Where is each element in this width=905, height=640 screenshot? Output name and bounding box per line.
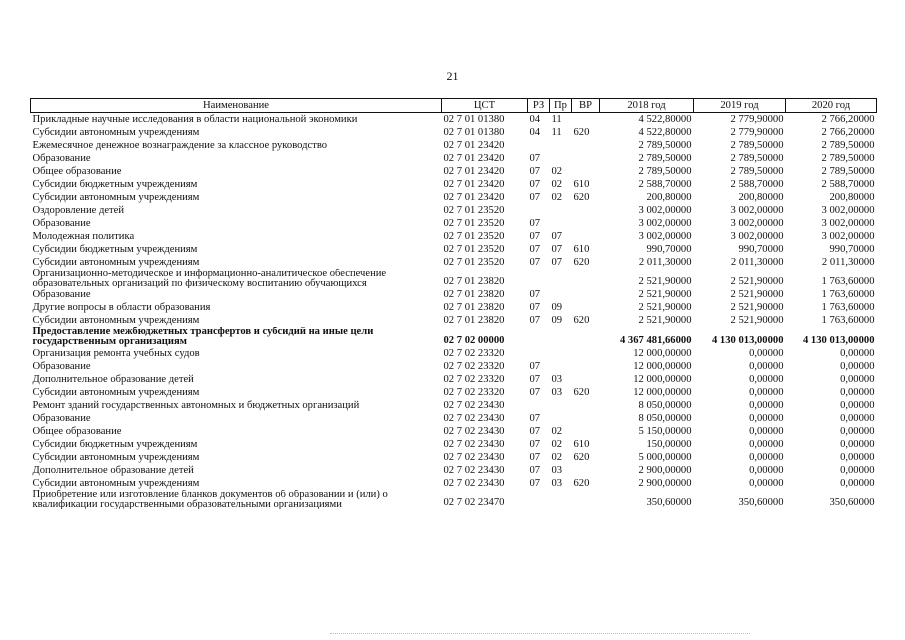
cell-pr: 07 bbox=[551, 257, 563, 268]
cell-vr bbox=[572, 399, 600, 412]
cell-pr bbox=[550, 204, 572, 217]
cell-name: Субсидии автономным учреждениям bbox=[32, 257, 200, 268]
cell-vr: 620 bbox=[573, 257, 590, 268]
cell-y2020: 1 763,60000 bbox=[821, 315, 875, 326]
cell-rz bbox=[528, 269, 550, 288]
cell-rz: 07 bbox=[529, 179, 541, 190]
cell-rz: 07 bbox=[529, 426, 541, 437]
cell-cst: 02 7 01 23820 bbox=[443, 289, 505, 300]
cell-vr bbox=[572, 490, 600, 509]
cell-cst: 02 7 02 23320 bbox=[443, 361, 505, 372]
cell-name: Организационно-методическое и информационно-аналитическое обеспечение образовательных организаций по физическому воспитанию обучающихся bbox=[32, 269, 387, 288]
table-row bbox=[31, 490, 877, 509]
cell-rz bbox=[528, 399, 550, 412]
table-row bbox=[31, 230, 877, 243]
cell-name: Оздоровление детей bbox=[32, 205, 125, 216]
header-name: Наименование bbox=[31, 99, 442, 113]
cell-rz: 07 bbox=[529, 192, 541, 203]
cell-rz: 07 bbox=[529, 465, 541, 476]
cell-rz: 07 bbox=[529, 218, 541, 229]
cell-vr bbox=[572, 113, 600, 127]
cell-y2018: 12 000,00000 bbox=[633, 374, 692, 385]
cell-y2018: 2 521,90000 bbox=[638, 289, 692, 300]
cell-vr bbox=[572, 425, 600, 438]
cell-cst: 02 7 02 23430 bbox=[443, 413, 505, 424]
cell-name: Субсидии автономным учреждениям bbox=[32, 452, 200, 463]
table-row bbox=[31, 217, 877, 230]
cell-cst: 02 7 02 23320 bbox=[443, 348, 505, 359]
cell-vr bbox=[572, 373, 600, 386]
cell-name: Ежемесячное денежное вознаграждение за классное руководство bbox=[32, 140, 328, 151]
cell-cst: 02 7 01 23520 bbox=[443, 257, 505, 268]
cell-vr: 610 bbox=[573, 439, 590, 450]
cell-y2018: 2 789,50000 bbox=[638, 166, 692, 177]
cell-vr bbox=[572, 347, 600, 360]
cell-rz bbox=[528, 327, 550, 347]
cell-name: Субсидии автономным учреждениям bbox=[32, 127, 200, 138]
cell-cst: 02 7 01 23420 bbox=[443, 179, 505, 190]
table-row bbox=[31, 256, 877, 269]
cell-rz: 07 bbox=[529, 244, 541, 255]
budget-table bbox=[30, 98, 877, 509]
cell-rz: 07 bbox=[529, 257, 541, 268]
cell-name: Прикладные научные исследования в области национальной экономики bbox=[32, 114, 358, 125]
cell-name: Субсидии бюджетным учреждениям bbox=[32, 244, 198, 255]
cell-rz bbox=[528, 490, 550, 509]
cell-cst: 02 7 01 01380 bbox=[443, 127, 505, 138]
cell-y2019: 0,00000 bbox=[749, 478, 784, 489]
table-row bbox=[31, 126, 877, 139]
cell-y2018: 5 150,00000 bbox=[638, 426, 692, 437]
cell-y2018: 2 789,50000 bbox=[638, 140, 692, 151]
cell-y2019: 0,00000 bbox=[749, 400, 784, 411]
cell-y2020: 990,70000 bbox=[829, 244, 875, 255]
cell-y2020: 0,00000 bbox=[840, 426, 875, 437]
table-row bbox=[31, 360, 877, 373]
cell-pr bbox=[550, 217, 572, 230]
cell-rz: 07 bbox=[529, 302, 541, 313]
page-number: 21 bbox=[446, 69, 459, 83]
cell-y2018: 12 000,00000 bbox=[633, 387, 692, 398]
cell-y2019: 2 789,50000 bbox=[730, 140, 784, 151]
cell-y2020: 4 130 013,00000 bbox=[802, 335, 875, 346]
cell-vr: 610 bbox=[573, 244, 590, 255]
table-row bbox=[31, 178, 877, 191]
cell-name: Субсидии автономным учреждениям bbox=[32, 315, 200, 326]
cell-name: Образование bbox=[32, 413, 91, 424]
cell-name: Субсидии автономным учреждениям bbox=[32, 192, 200, 203]
cell-y2019: 0,00000 bbox=[749, 465, 784, 476]
cell-pr bbox=[550, 288, 572, 301]
table-row bbox=[31, 425, 877, 438]
cell-y2020: 0,00000 bbox=[840, 465, 875, 476]
cell-y2018: 2 900,00000 bbox=[638, 478, 692, 489]
cell-name: Образование bbox=[32, 218, 91, 229]
cell-y2019: 2 789,50000 bbox=[730, 166, 784, 177]
cell-rz: 07 bbox=[529, 289, 541, 300]
cell-y2019: 2 521,90000 bbox=[730, 289, 784, 300]
cell-y2018: 2 521,90000 bbox=[638, 315, 692, 326]
cell-name: Образование bbox=[32, 289, 91, 300]
cell-vr: 620 bbox=[573, 387, 590, 398]
cell-y2020: 2 766,20000 bbox=[821, 114, 875, 125]
cell-vr bbox=[572, 288, 600, 301]
cell-y2020: 0,00000 bbox=[840, 478, 875, 489]
cell-y2020: 1 763,60000 bbox=[821, 289, 875, 300]
cell-y2019: 2 521,90000 bbox=[730, 315, 784, 326]
cell-pr bbox=[550, 152, 572, 165]
cell-y2019: 0,00000 bbox=[749, 387, 784, 398]
cell-y2018: 3 002,00000 bbox=[638, 218, 692, 229]
cell-y2018: 8 050,00000 bbox=[638, 413, 692, 424]
header-2019: 2019 год bbox=[694, 99, 786, 113]
cell-y2019: 3 002,00000 bbox=[730, 205, 784, 216]
cell-y2020: 350,60000 bbox=[829, 497, 875, 508]
cell-vr: 620 bbox=[573, 127, 590, 138]
cell-name: Субсидии автономным учреждениям bbox=[32, 478, 200, 489]
header-2018: 2018 год bbox=[600, 99, 694, 113]
cell-y2018: 5 000,00000 bbox=[638, 452, 692, 463]
cell-y2020: 0,00000 bbox=[840, 361, 875, 372]
table-row bbox=[31, 327, 877, 347]
cell-y2018: 12 000,00000 bbox=[633, 348, 692, 359]
header-vr: ВР bbox=[572, 99, 600, 113]
cell-y2020: 3 002,00000 bbox=[821, 205, 875, 216]
cell-y2019: 990,70000 bbox=[738, 244, 784, 255]
cell-name: Другие вопросы в области образования bbox=[32, 302, 211, 313]
cell-vr: 620 bbox=[573, 478, 590, 489]
cell-pr bbox=[550, 399, 572, 412]
cell-rz: 07 bbox=[529, 374, 541, 385]
cell-y2020: 0,00000 bbox=[840, 439, 875, 450]
cell-pr bbox=[550, 347, 572, 360]
cell-y2018: 200,80000 bbox=[646, 192, 692, 203]
cell-y2019: 200,80000 bbox=[738, 192, 784, 203]
cell-cst: 02 7 01 23820 bbox=[443, 315, 505, 326]
cell-y2018: 8 050,00000 bbox=[638, 400, 692, 411]
header-rz: РЗ bbox=[528, 99, 550, 113]
cell-pr: 03 bbox=[551, 387, 563, 398]
cell-cst: 02 7 01 23420 bbox=[443, 166, 505, 177]
cell-rz: 07 bbox=[529, 387, 541, 398]
cell-name: Образование bbox=[32, 361, 91, 372]
cell-name: Субсидии бюджетным учреждениям bbox=[32, 179, 198, 190]
cell-y2020: 200,80000 bbox=[829, 192, 875, 203]
table-row bbox=[31, 373, 877, 386]
cell-pr bbox=[550, 360, 572, 373]
cell-y2020: 0,00000 bbox=[840, 413, 875, 424]
cell-y2018: 4 522,80000 bbox=[638, 127, 692, 138]
cell-vr: 610 bbox=[573, 179, 590, 190]
cell-y2020: 0,00000 bbox=[840, 374, 875, 385]
cell-name: Субсидии автономным учреждениям bbox=[32, 387, 200, 398]
cell-rz: 07 bbox=[529, 315, 541, 326]
cell-vr bbox=[572, 327, 600, 347]
cell-cst: 02 7 01 23820 bbox=[443, 276, 505, 287]
table-row bbox=[31, 113, 877, 127]
table-header-row bbox=[31, 99, 877, 113]
cell-y2020: 3 002,00000 bbox=[821, 231, 875, 242]
scan-artifact bbox=[330, 633, 750, 636]
table-row bbox=[31, 269, 877, 288]
table-row bbox=[31, 412, 877, 425]
cell-rz: 07 bbox=[529, 413, 541, 424]
cell-y2018: 2 521,90000 bbox=[638, 276, 692, 287]
cell-vr bbox=[572, 217, 600, 230]
table-row bbox=[31, 165, 877, 178]
cell-pr: 03 bbox=[551, 374, 563, 385]
cell-cst: 02 7 01 23520 bbox=[443, 218, 505, 229]
cell-vr bbox=[572, 139, 600, 152]
cell-pr bbox=[550, 269, 572, 288]
cell-y2020: 2 789,50000 bbox=[821, 153, 875, 164]
cell-name: Предоставление межбюджетных трансфертов и субсидий на иные цели государственным организациям bbox=[32, 327, 374, 347]
cell-vr bbox=[572, 204, 600, 217]
cell-y2019: 2 588,70000 bbox=[730, 179, 784, 190]
cell-y2019: 2 521,90000 bbox=[730, 302, 784, 313]
cell-cst: 02 7 02 23430 bbox=[443, 439, 505, 450]
cell-name: Приобретение или изготовление бланков документов об образовании и (или) о квалификации государственными образовательными организациями bbox=[32, 490, 388, 509]
header-2020: 2020 год bbox=[786, 99, 877, 113]
cell-rz bbox=[528, 347, 550, 360]
cell-rz: 07 bbox=[529, 478, 541, 489]
table-row bbox=[31, 347, 877, 360]
cell-cst: 02 7 02 23320 bbox=[443, 374, 505, 385]
table-row bbox=[31, 243, 877, 256]
cell-y2020: 0,00000 bbox=[840, 387, 875, 398]
cell-y2019: 2 789,50000 bbox=[730, 153, 784, 164]
cell-pr: 09 bbox=[551, 302, 563, 313]
cell-cst: 02 7 02 23430 bbox=[443, 400, 505, 411]
cell-name: Дополнительное образование детей bbox=[32, 465, 194, 476]
cell-y2019: 4 130 013,00000 bbox=[711, 335, 784, 346]
cell-y2019: 2 011,30000 bbox=[730, 257, 784, 268]
cell-pr: 07 bbox=[551, 231, 563, 242]
cell-y2020: 1 763,60000 bbox=[821, 302, 875, 313]
cell-cst: 02 7 01 01380 bbox=[443, 114, 505, 125]
cell-y2019: 0,00000 bbox=[749, 361, 784, 372]
cell-y2020: 0,00000 bbox=[840, 452, 875, 463]
cell-cst: 02 7 01 23420 bbox=[443, 140, 505, 151]
table-row bbox=[31, 314, 877, 327]
cell-y2018: 4 367 481,66000 bbox=[619, 335, 692, 346]
cell-cst: 02 7 02 23430 bbox=[443, 478, 505, 489]
cell-cst: 02 7 01 23420 bbox=[443, 192, 505, 203]
cell-rz: 07 bbox=[529, 166, 541, 177]
table-row bbox=[31, 139, 877, 152]
cell-name: Дополнительное образование детей bbox=[32, 374, 194, 385]
cell-cst: 02 7 02 23320 bbox=[443, 387, 505, 398]
cell-y2018: 990,70000 bbox=[646, 244, 692, 255]
cell-name: Общее образование bbox=[32, 166, 122, 177]
cell-y2019: 0,00000 bbox=[749, 426, 784, 437]
table-row bbox=[31, 204, 877, 217]
table-body bbox=[31, 113, 877, 510]
table-row bbox=[31, 386, 877, 399]
cell-cst: 02 7 01 23520 bbox=[443, 205, 505, 216]
cell-rz: 07 bbox=[529, 452, 541, 463]
cell-y2020: 3 002,00000 bbox=[821, 218, 875, 229]
cell-vr bbox=[572, 464, 600, 477]
cell-y2018: 3 002,00000 bbox=[638, 231, 692, 242]
cell-y2020: 0,00000 bbox=[840, 400, 875, 411]
cell-y2019: 3 002,00000 bbox=[730, 218, 784, 229]
cell-pr bbox=[550, 412, 572, 425]
cell-vr bbox=[572, 269, 600, 288]
cell-cst: 02 7 01 23520 bbox=[443, 231, 505, 242]
cell-y2020: 2 011,30000 bbox=[821, 257, 875, 268]
cell-cst: 02 7 01 23420 bbox=[443, 153, 505, 164]
cell-y2018: 2 588,70000 bbox=[638, 179, 692, 190]
cell-cst: 02 7 02 23430 bbox=[443, 426, 505, 437]
cell-rz: 07 bbox=[529, 153, 541, 164]
cell-pr: 02 bbox=[551, 452, 563, 463]
cell-y2019: 2 779,90000 bbox=[730, 127, 784, 138]
header-cst: ЦСТ bbox=[442, 99, 528, 113]
table-row bbox=[31, 451, 877, 464]
cell-y2019: 350,60000 bbox=[738, 497, 784, 508]
cell-rz: 07 bbox=[529, 439, 541, 450]
cell-vr bbox=[572, 301, 600, 314]
cell-y2019: 0,00000 bbox=[749, 439, 784, 450]
cell-cst: 02 7 01 23520 bbox=[443, 244, 505, 255]
cell-name: Субсидии бюджетным учреждениям bbox=[32, 439, 198, 450]
cell-vr: 620 bbox=[573, 315, 590, 326]
cell-y2018: 350,60000 bbox=[646, 497, 692, 508]
cell-y2019: 2 521,90000 bbox=[730, 276, 784, 287]
cell-name: Организация ремонта учебных судов bbox=[32, 348, 200, 359]
cell-pr: 11 bbox=[551, 127, 562, 138]
cell-name: Ремонт зданий государственных автономных и бюджетных организаций bbox=[32, 400, 360, 411]
cell-y2018: 2 789,50000 bbox=[638, 153, 692, 164]
cell-y2020: 2 789,50000 bbox=[821, 140, 875, 151]
table-row bbox=[31, 438, 877, 451]
cell-rz: 07 bbox=[529, 361, 541, 372]
cell-y2019: 0,00000 bbox=[749, 374, 784, 385]
cell-y2019: 0,00000 bbox=[749, 348, 784, 359]
cell-pr: 02 bbox=[551, 166, 563, 177]
cell-cst: 02 7 02 23470 bbox=[443, 497, 505, 508]
cell-pr: 02 bbox=[551, 439, 563, 450]
cell-y2018: 150,00000 bbox=[646, 439, 692, 450]
cell-y2018: 2 900,00000 bbox=[638, 465, 692, 476]
cell-vr bbox=[572, 230, 600, 243]
cell-pr: 09 bbox=[551, 315, 563, 326]
cell-y2020: 2 588,70000 bbox=[821, 179, 875, 190]
cell-pr: 07 bbox=[551, 244, 563, 255]
header-pr: Пр bbox=[550, 99, 572, 113]
table-row bbox=[31, 288, 877, 301]
cell-y2020: 2 789,50000 bbox=[821, 166, 875, 177]
cell-y2019: 0,00000 bbox=[749, 413, 784, 424]
cell-pr bbox=[550, 327, 572, 347]
cell-pr: 03 bbox=[551, 478, 563, 489]
cell-rz: 07 bbox=[529, 231, 541, 242]
cell-pr: 02 bbox=[551, 179, 563, 190]
cell-pr: 02 bbox=[551, 192, 563, 203]
cell-cst: 02 7 02 00000 bbox=[443, 335, 505, 346]
cell-pr: 11 bbox=[551, 114, 562, 125]
cell-y2019: 2 779,90000 bbox=[730, 114, 784, 125]
cell-y2018: 3 002,00000 bbox=[638, 205, 692, 216]
cell-rz bbox=[528, 139, 550, 152]
table-row bbox=[31, 464, 877, 477]
cell-vr bbox=[572, 165, 600, 178]
cell-cst: 02 7 02 23430 bbox=[443, 465, 505, 476]
cell-y2019: 3 002,00000 bbox=[730, 231, 784, 242]
table-row bbox=[31, 152, 877, 165]
cell-name: Образование bbox=[32, 153, 91, 164]
cell-vr: 620 bbox=[573, 452, 590, 463]
cell-vr: 620 bbox=[573, 192, 590, 203]
table-row bbox=[31, 301, 877, 314]
cell-y2019: 0,00000 bbox=[749, 452, 784, 463]
cell-pr bbox=[550, 139, 572, 152]
table-row bbox=[31, 399, 877, 412]
cell-name: Общее образование bbox=[32, 426, 122, 437]
table-row bbox=[31, 477, 877, 490]
cell-name: Молодежная политика bbox=[32, 231, 135, 242]
cell-y2018: 2 011,30000 bbox=[638, 257, 692, 268]
cell-y2020: 0,00000 bbox=[840, 348, 875, 359]
table-row bbox=[31, 191, 877, 204]
cell-y2018: 2 521,90000 bbox=[638, 302, 692, 313]
cell-y2020: 1 763,60000 bbox=[821, 276, 875, 287]
cell-vr bbox=[572, 360, 600, 373]
cell-y2020: 2 766,20000 bbox=[821, 127, 875, 138]
cell-cst: 02 7 01 23820 bbox=[443, 302, 505, 313]
cell-pr: 02 bbox=[551, 426, 563, 437]
cell-pr bbox=[550, 490, 572, 509]
cell-cst: 02 7 02 23430 bbox=[443, 452, 505, 463]
cell-pr: 03 bbox=[551, 465, 563, 476]
cell-vr bbox=[572, 152, 600, 165]
cell-rz bbox=[528, 204, 550, 217]
cell-y2018: 4 522,80000 bbox=[638, 114, 692, 125]
cell-rz: 04 bbox=[529, 127, 541, 138]
cell-y2018: 12 000,00000 bbox=[633, 361, 692, 372]
cell-rz: 04 bbox=[529, 114, 541, 125]
cell-vr bbox=[572, 412, 600, 425]
